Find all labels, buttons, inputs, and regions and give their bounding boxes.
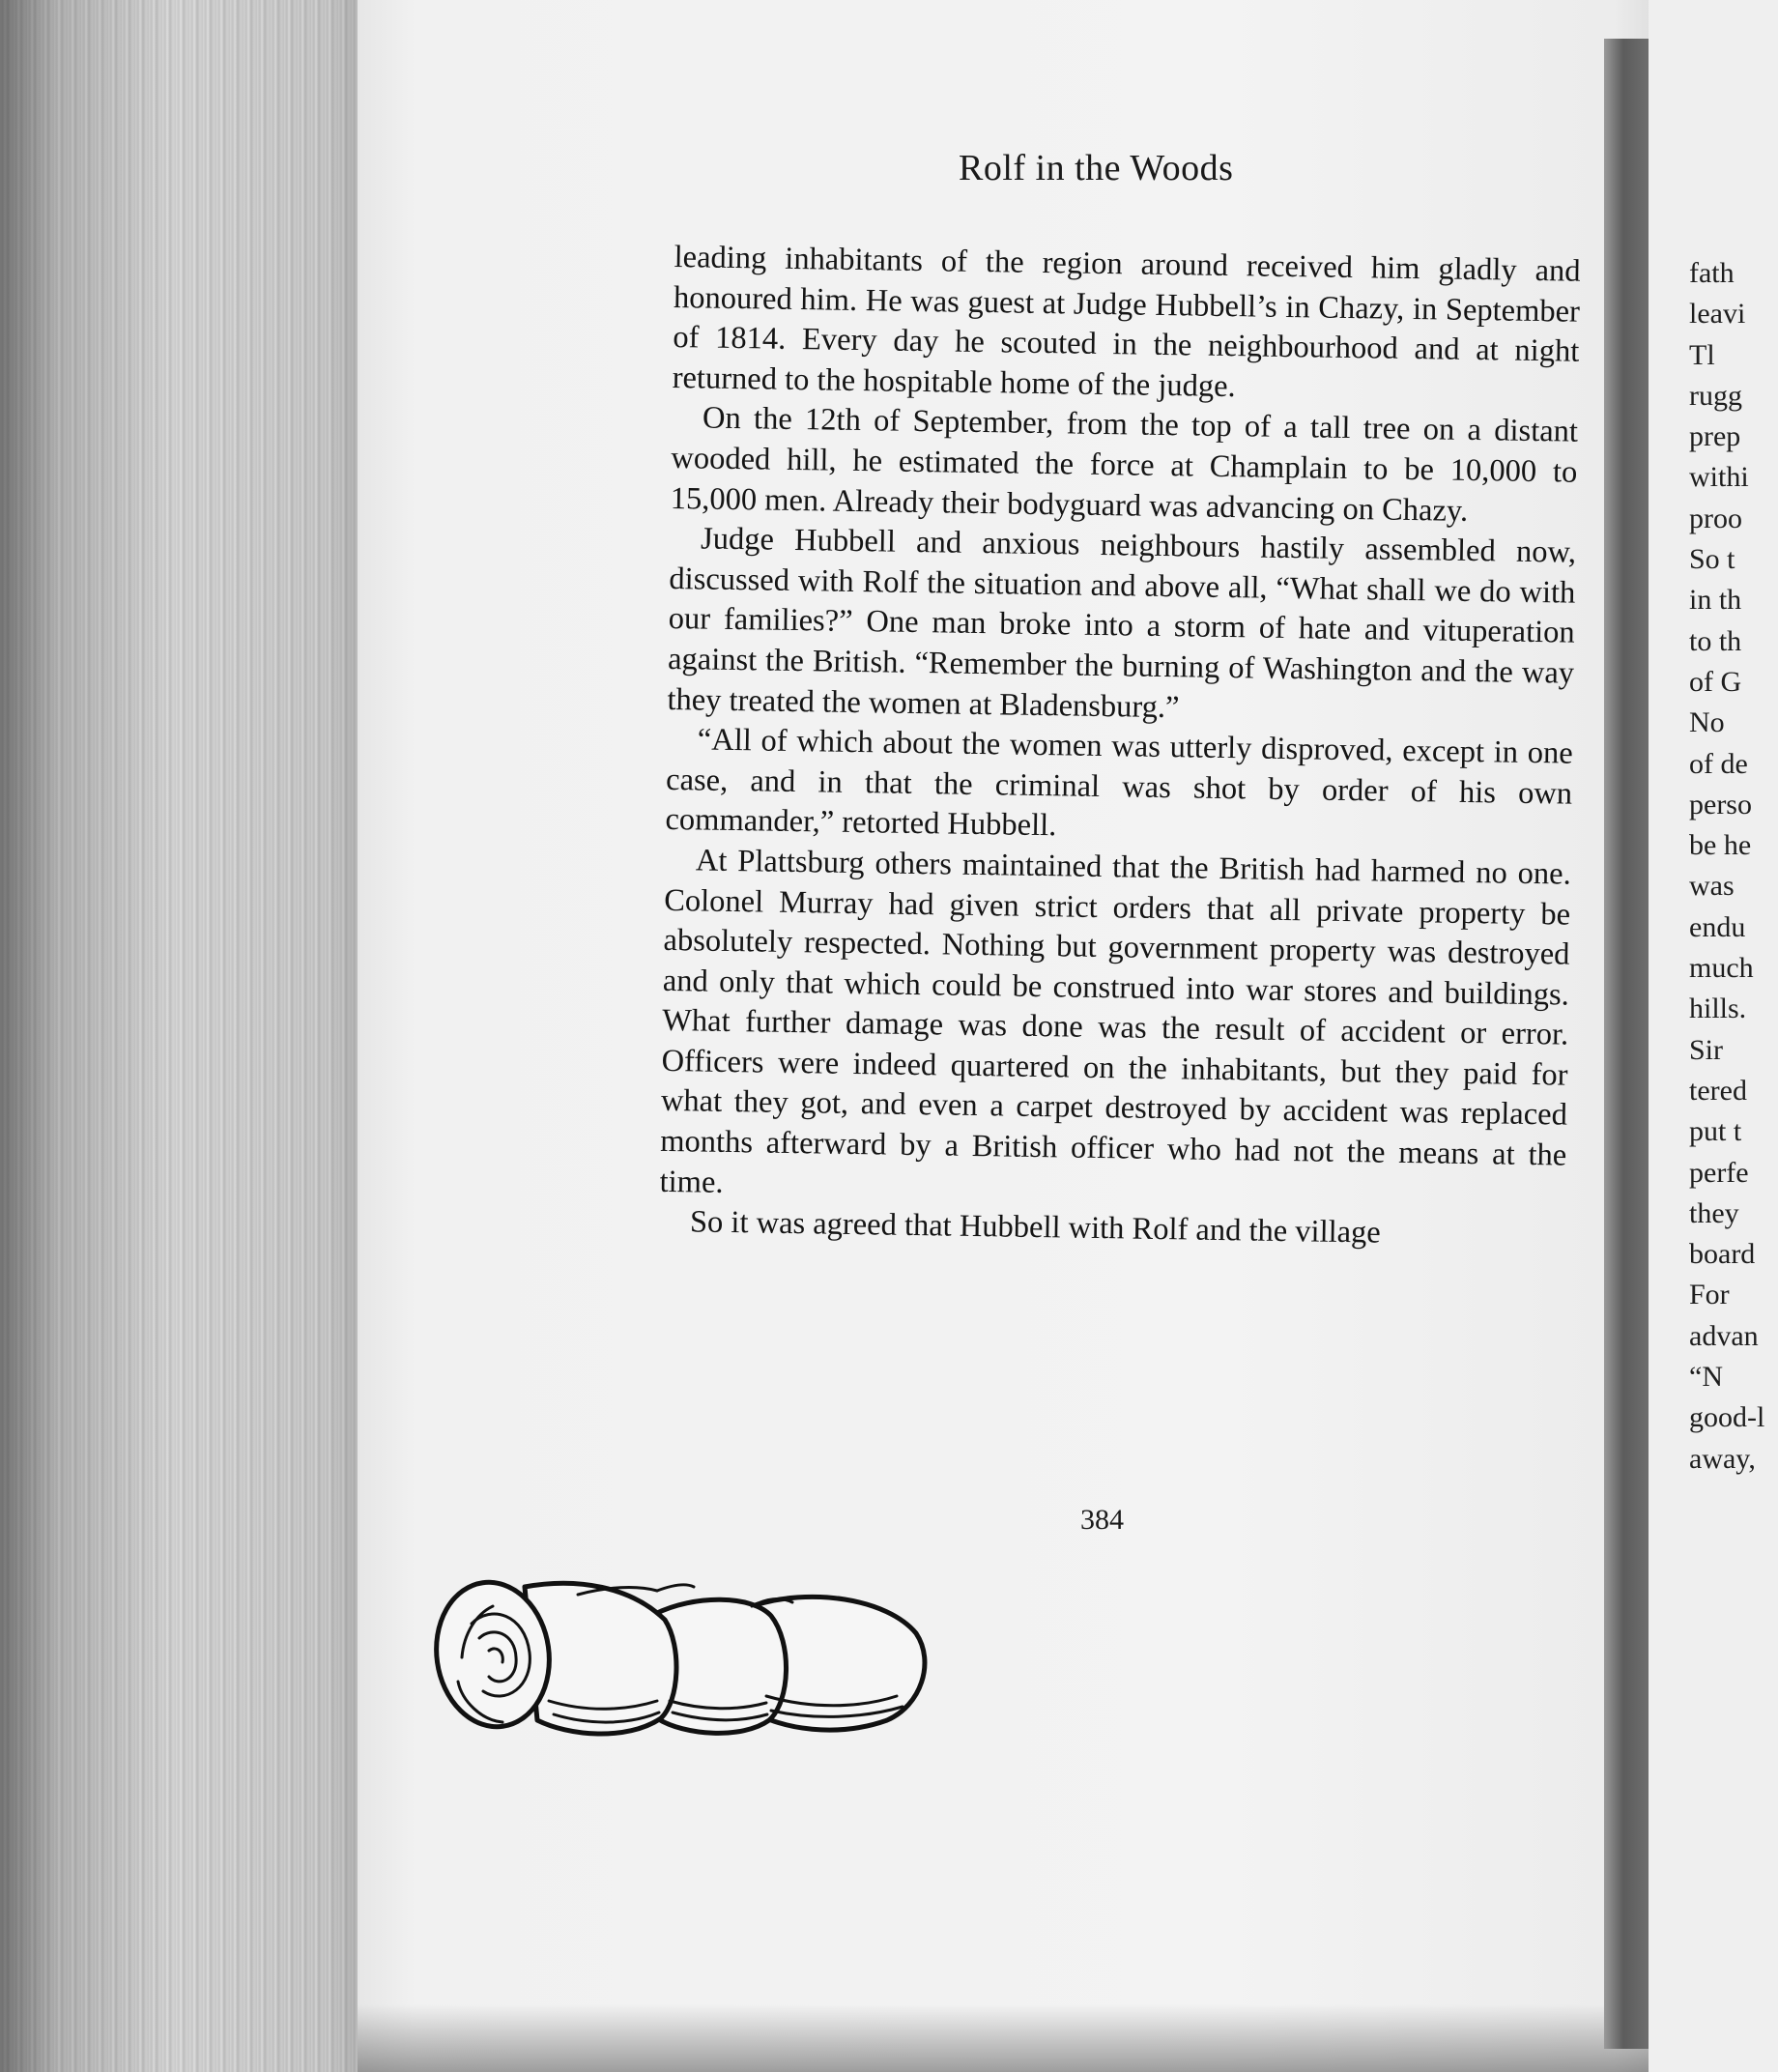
facing-line: they <box>1689 1196 1739 1229</box>
facing-line: For <box>1689 1279 1730 1311</box>
facing-line: much <box>1689 952 1754 985</box>
facing-line: So t <box>1689 543 1735 576</box>
page-edges-shadow <box>0 0 367 2072</box>
paragraph: On the 12th of September, from the top of a tall tree on a distant wooded hill, he estimated the force at Champlain to be 10,000 to 15,000 men. Already their bodyguard was advancing on Chazy. <box>670 400 1579 529</box>
facing-line: withi <box>1689 461 1749 494</box>
facing-line: perfe <box>1689 1156 1749 1189</box>
rolled-blanket-icon <box>433 1566 945 1749</box>
paragraph: leading inhabitants of the region around received him gladly and honoured him. He was guest at Judge Hubbell’s in Chazy, in September of 1814. Every day he scouted in the neighbourhood and at night returned to the hospitable home of the judge. <box>672 239 1581 404</box>
facing-page-text <box>1689 253 1764 1480</box>
facing-line: hills. <box>1689 993 1747 1025</box>
facing-line: of de <box>1689 747 1748 780</box>
page-number: 384 <box>1080 1504 1124 1536</box>
body-text <box>659 238 1581 1256</box>
facing-line: proo <box>1689 502 1742 534</box>
paragraph: “All of which about the women was utterly disproved, except in one case, and in that the criminal was shot by order of his own commander,” retorted Hubbell. <box>665 722 1574 844</box>
facing-line: in th <box>1689 584 1742 617</box>
facing-line: was <box>1689 870 1735 903</box>
facing-line: to th <box>1689 624 1742 657</box>
book-gutter <box>1604 39 1649 2049</box>
facing-line: fath <box>1689 257 1735 289</box>
facing-line: leavi <box>1689 298 1746 331</box>
facing-line: rugg <box>1689 379 1742 412</box>
facing-line: “N <box>1689 1361 1723 1394</box>
facing-line: away, <box>1689 1442 1756 1475</box>
facing-line: No <box>1689 706 1725 739</box>
facing-line: perso <box>1689 788 1752 820</box>
facing-line: Sir <box>1689 1033 1724 1066</box>
facing-line: tered <box>1689 1074 1747 1107</box>
facing-line: Tl <box>1689 338 1715 371</box>
paragraph: At Plattsburg others maintained that the British had harmed no one. Colonel Murray had given strict orders that all private property be absolutely respected. Nothing but government property was destroyed and only that which could be construed into war stores and buildings. What further damage was done was the result of accident or error. Officers were indeed quartered on the inhabitants, but they paid for what they got, and even a carpet destroyed by accident was replaced months afterward by a British officer who had not the means at the time. <box>659 843 1572 1200</box>
paragraph: Judge Hubbell and anxious neighbours hastily assembled now, discussed with Rolf the situation and above all, “What shall we do with our families?” One man broke into a storm of hate and vituperation against the British. “Remember the burning of Washington and the way they treated the women at Bladensburg.” <box>667 521 1577 725</box>
paragraph: So it was agreed that Hubbell with Rolf and the village <box>689 1204 1382 1251</box>
facing-line: good-l <box>1689 1401 1765 1434</box>
facing-line: be he <box>1689 829 1752 862</box>
facing-line: put t <box>1689 1115 1742 1148</box>
running-head: Rolf in the Woods <box>959 148 1234 188</box>
facing-line: advan <box>1689 1319 1759 1352</box>
facing-line: endu <box>1689 910 1746 943</box>
facing-page <box>1649 0 1778 2072</box>
page-shadow <box>358 2004 1672 2072</box>
facing-line: board <box>1689 1238 1756 1271</box>
facing-line: prep <box>1689 420 1741 453</box>
facing-line: of G <box>1689 665 1742 698</box>
